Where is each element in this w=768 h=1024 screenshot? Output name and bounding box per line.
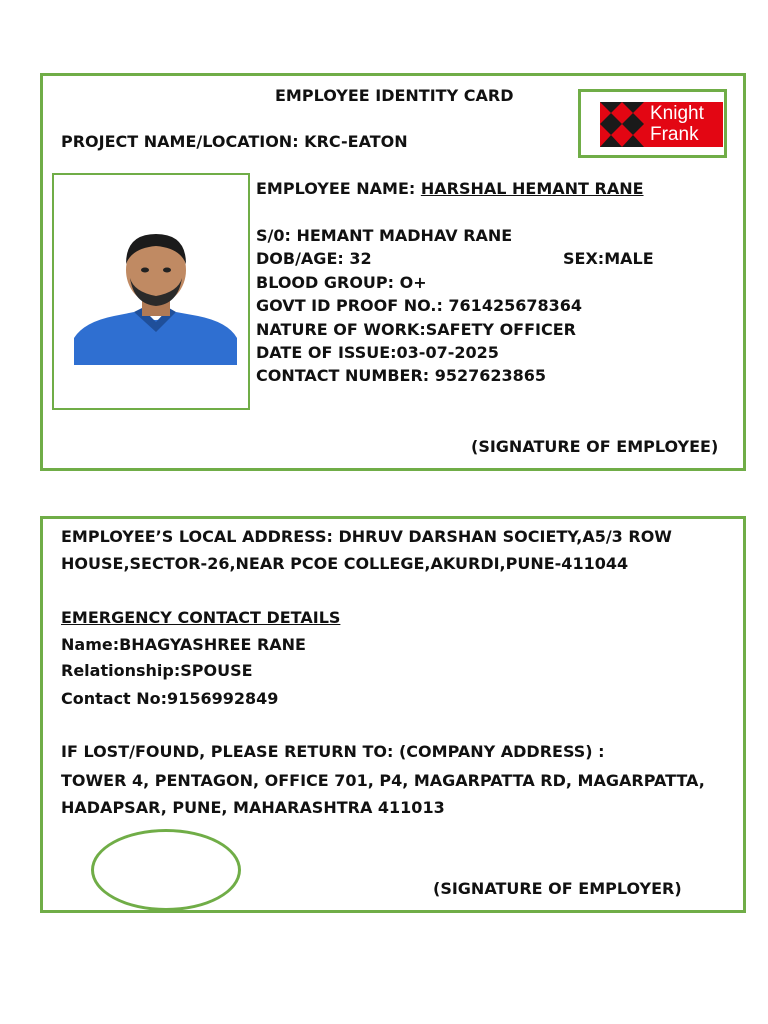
employer-signature-label: (SIGNATURE OF EMPLOYER) <box>433 879 682 898</box>
date-of-issue: DATE OF ISSUE:03-07-2025 <box>256 343 499 362</box>
emergency-name: Name:BHAGYASHREE RANE <box>61 635 306 654</box>
employee-name <box>256 179 644 199</box>
local-address-line2: HOUSE,SECTOR-26,NEAR PCOE COLLEGE,AKURDI,PUNE-411044 <box>61 554 629 573</box>
local-address-line1: EMPLOYEE’S LOCAL ADDRESS: DHRUV DARSHAN SOCIETY,A5/3 ROW <box>61 527 672 546</box>
govt-id: GOVT ID PROOF NO.: 761425678364 <box>256 296 583 315</box>
stamp-circle <box>91 829 241 911</box>
blood-group: BLOOD GROUP: O+ <box>256 273 427 292</box>
sex: SEX:MALE <box>563 249 654 268</box>
checker-icon <box>600 102 644 147</box>
contact-number: CONTACT NUMBER: 9527623865 <box>256 366 547 385</box>
knight-frank-logo-icon <box>600 102 723 147</box>
return-instruction: IF LOST/FOUND, PLEASE RETURN TO: (COMPANY ADDRESS) : <box>61 742 605 761</box>
logo-text-knight: Knight <box>650 103 704 124</box>
company-address-line1: TOWER 4, PENTAGON, OFFICE 701, P4, MAGARPATTA RD, MAGARPATTA, <box>61 771 705 790</box>
employee-photo-icon <box>74 230 237 365</box>
emergency-relationship: Relationship:SPOUSE <box>61 661 253 680</box>
logo-frame <box>578 89 727 158</box>
project-location: PROJECT NAME/LOCATION: KRC-EATON <box>61 132 408 151</box>
employee-name-label: EMPLOYEE NAME: <box>256 179 421 198</box>
photo-frame <box>52 173 250 410</box>
company-address-line2: HADAPSAR, PUNE, MAHARASHTRA 411013 <box>61 798 445 817</box>
card-title: EMPLOYEE IDENTITY CARD <box>275 86 514 105</box>
nature-of-work: NATURE OF WORK:SAFETY OFFICER <box>256 320 576 339</box>
emergency-heading: EMERGENCY CONTACT DETAILS <box>61 608 341 627</box>
logo-text-frank: Frank <box>650 124 699 145</box>
employee-signature-label: (SIGNATURE OF EMPLOYEE) <box>471 437 719 456</box>
emergency-contact: Contact No:9156992849 <box>61 689 279 708</box>
dob-age: DOB/AGE: 32 <box>256 249 372 268</box>
employee-name-value: HARSHAL HEMANT RANE <box>420 179 644 198</box>
father-name: S/0: HEMANT MADHAV RANE <box>256 226 513 245</box>
